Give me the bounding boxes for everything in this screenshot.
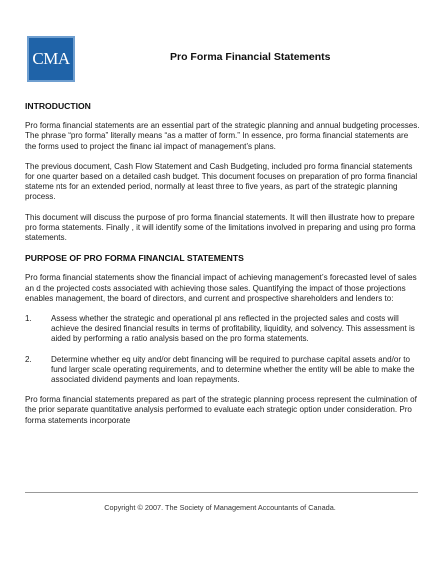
list-number: 1. [25, 314, 32, 324]
footer-divider [25, 492, 418, 493]
intro-paragraph-1: Pro forma financial statements are an essential part of the strategic planning and annual budgeting processes. The phrase “pro forma” literally means “as a matter of form.” In essence, pro forma financial statements are the forms used to project the financ ial impact of management’s plans. [25, 121, 420, 151]
purpose-paragraph-1: Pro forma financial statements show the financial impact of achieving management’s forecasted level of sales an d the projected costs associated with achieving those sales. Quantifying the impact of those projections enables management, the board of directors, and current and prospective shareholders and lenders to: [25, 273, 417, 303]
purpose-closing-paragraph: Pro forma financial statements prepared as part of the strategic planning process represent the culmination of the prior separate quantitative analysis performed to evaluate each strategic option under consideration. Pro forma statements incorporate [25, 395, 417, 425]
document-title: Pro Forma Financial Statements [170, 51, 331, 63]
list-text: Determine whether eq uity and/or debt financing will be required to purchase capital assets and/or to fund larger scale operating requirements, and to determine whether the entity will be able to make the associated dividend payments and loan repayments. [51, 354, 415, 385]
cma-logo [27, 36, 75, 82]
section-heading-introduction: INTRODUCTION [25, 101, 91, 111]
intro-paragraph-3: This document will discuss the purpose of pro forma financial statements. It will then illustrate how to prepare pro forma statements. Finally , it will identify some of the limitations involved in preparing and using pro forma statements. [25, 212, 416, 243]
logo-text: CMA [32, 49, 70, 68]
copyright-footer: Copyright © 2007. The Society of Management Accountants of Canada. [104, 503, 336, 512]
list-item [25, 314, 420, 345]
intro-paragraph-2: The previous document, Cash Flow Statement and Cash Budgeting, included pro forma financial statements for one quarter based on a detailed cash budget. This document focuses on preparation of pro forma financial stateme nts for an extended period, normally at least three to five years, as part of the strategic planning process. [25, 161, 418, 202]
list-number: 2. [25, 354, 32, 364]
list-text: Assess whether the strategic and operational pl ans reflected in the projected sales and costs will achieve the desired financial results in terms of profitability, liquidity, and solvency. This assessment is aided by performing a ratio analysis based on the pro forma statements. [51, 314, 415, 344]
document-body [25, 101, 420, 436]
section-heading-purpose: PURPOSE OF PRO FORMA FINANCIAL STATEMENTS [25, 253, 244, 264]
list-item [25, 355, 420, 386]
